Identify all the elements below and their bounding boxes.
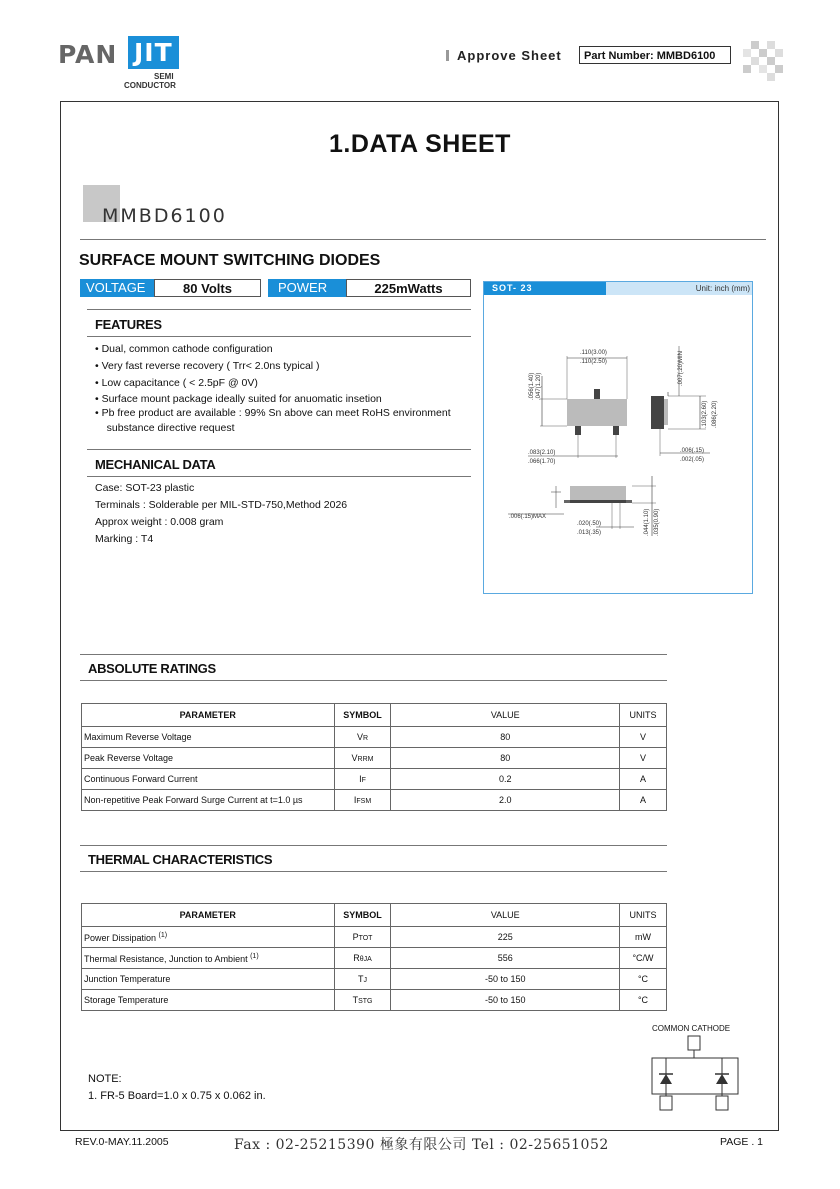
- cell-unit: mW: [620, 927, 667, 948]
- logo-pan: PAN: [58, 40, 118, 69]
- feature-item: • Pb free product are available : 99% Sn above can meet RoHS environment: [95, 407, 451, 419]
- contact-line: Fax : 02-25215390 極象有限公司 Tel : 02-25651052: [234, 1137, 609, 1153]
- mechanical-bottom-rule: [87, 476, 471, 477]
- pin-bottom-right: [613, 426, 619, 435]
- cell-symbol: VRRM: [334, 748, 391, 769]
- absolute-ratings-table: [81, 703, 667, 811]
- logo-semi: SEMI: [154, 72, 174, 81]
- package-unit: Unit: inch (mm): [695, 284, 750, 293]
- mechanical-top-rule: [87, 449, 471, 450]
- dim-front-b1: .020(.50): [577, 521, 602, 527]
- col-parameter: PARAMETER: [82, 904, 335, 927]
- dim-side-top: .007(.20)MIN: [678, 350, 684, 386]
- cell-parameter: Storage Temperature: [82, 990, 335, 1011]
- features-heading: FEATURES: [95, 317, 162, 332]
- mechanical-item: Marking : T4: [95, 533, 154, 545]
- voltage-label: VOLTAGE: [80, 279, 154, 297]
- table-row: [82, 990, 667, 1011]
- dim-front-b2: .013(.35): [577, 530, 602, 536]
- table-row: [82, 790, 667, 811]
- cell-value: 80: [391, 727, 620, 748]
- col-units: UNITS: [620, 904, 667, 927]
- col-symbol: SYMBOL: [334, 904, 391, 927]
- cell-value: 80: [391, 748, 620, 769]
- dim-side-b1: .006(.15): [680, 448, 705, 454]
- mechanical-item: Approx weight : 0.008 gram: [95, 516, 224, 528]
- cell-symbol: PTOT: [334, 927, 391, 948]
- feature-item: substance directive request: [95, 422, 235, 434]
- dim-bot-w1: .083(2.10): [528, 450, 556, 456]
- dim-left-h2: .047(1.20): [536, 372, 542, 400]
- cell-symbol: IFSM: [334, 790, 391, 811]
- approve-sheet-label: Approve Sheet: [446, 48, 562, 63]
- circuit-label: COMMON CATHODE: [652, 1024, 731, 1033]
- decorative-squares-icon: [743, 41, 783, 81]
- cell-value: 0.2: [391, 769, 620, 790]
- table-row: [82, 969, 667, 990]
- dim-front-r1: .044(1.10): [644, 508, 650, 536]
- mechanical-item: Case: SOT-23 plastic: [95, 482, 195, 494]
- note-title: NOTE:: [88, 1073, 122, 1085]
- cell-symbol: IF: [334, 769, 391, 790]
- common-cathode-diode-icon: [640, 1034, 750, 1116]
- cell-value: 2.0: [391, 790, 620, 811]
- cell-parameter: Junction Temperature: [82, 969, 335, 990]
- table-header-row: [82, 704, 667, 727]
- dim-top-w1: .110(3.00): [580, 350, 607, 356]
- part-number-box: Part Number: MMBD6100: [579, 46, 731, 64]
- features-bottom-rule: [87, 336, 471, 337]
- cell-unit: V: [620, 727, 667, 748]
- cell-unit: V: [620, 748, 667, 769]
- thermal-table: [81, 903, 667, 1011]
- logo-jit: JIT: [128, 36, 179, 69]
- cell-unit: °C/W: [620, 948, 667, 969]
- col-value: VALUE: [391, 904, 620, 927]
- thermal-heading: THERMAL CHARACTERISTICS: [88, 852, 273, 867]
- dim-side-h2: .086(2.20): [712, 400, 718, 428]
- revision-date: REV.0-MAY.11.2005: [75, 1136, 169, 1148]
- cell-unit: °C: [620, 990, 667, 1011]
- package-label: SOT- 23: [484, 282, 606, 295]
- feature-item: • Surface mount package ideally suited for anuomatic insetion: [95, 393, 382, 405]
- panjit-logo: [58, 40, 188, 90]
- cell-symbol: TSTG: [334, 990, 391, 1011]
- cell-parameter: Power Dissipation $^{(1)}$: [82, 927, 335, 948]
- table-row: [82, 948, 667, 969]
- package-body-top-view: [567, 399, 627, 426]
- pin-bottom-left: [575, 426, 581, 435]
- absolute-heading: ABSOLUTE RATINGS: [88, 661, 216, 676]
- absolute-top-rule: [80, 654, 667, 655]
- package-body-front-view: [570, 486, 626, 500]
- dim-side-b2: .002(.05): [680, 457, 705, 463]
- col-symbol: SYMBOL: [334, 704, 391, 727]
- features-top-rule: [87, 309, 471, 310]
- cell-unit: A: [620, 790, 667, 811]
- feature-item: • Very fast reverse recovery ( Trr< 2.0ns typical ): [95, 360, 320, 372]
- cell-parameter: Thermal Resistance, Junction to Ambient $^{(1)}$: [82, 948, 335, 969]
- cell-symbol: VR: [334, 727, 391, 748]
- thermal-bottom-rule: [80, 871, 667, 872]
- dim-front-left: .006(.15)MAX: [509, 514, 547, 520]
- cell-parameter: Peak Reverse Voltage: [82, 748, 335, 769]
- package-outline-drawing: [484, 296, 752, 592]
- feature-item: • Low capacitance ( < 2.5pF @ 0V): [95, 377, 258, 389]
- col-value: VALUE: [391, 704, 620, 727]
- cell-unit: A: [620, 769, 667, 790]
- package-body-side-view: [651, 396, 664, 429]
- divider: [80, 239, 766, 240]
- cell-parameter: Non-repetitive Peak Forward Surge Current at t=1.0 µs: [82, 790, 335, 811]
- cell-value: 556: [391, 948, 620, 969]
- thermal-top-rule: [80, 845, 667, 846]
- mechanical-item: Terminals : Solderable per MIL-STD-750,Method 2026: [95, 499, 348, 511]
- col-parameter: PARAMETER: [82, 704, 335, 727]
- pin-top: [594, 389, 600, 399]
- cell-parameter: Maximum Reverse Voltage: [82, 727, 335, 748]
- feature-item: • Dual, common cathode configuration: [95, 343, 273, 355]
- dim-bot-w2: .066(1.70): [528, 459, 556, 465]
- dim-side-h1: .103(2.60): [702, 400, 708, 428]
- table-row: [82, 748, 667, 769]
- dim-front-r2: .035(0.90): [654, 508, 660, 536]
- cell-value: -50 to 150: [391, 990, 620, 1011]
- cell-value: 225: [391, 927, 620, 948]
- page-title: 1.DATA SHEET: [329, 130, 511, 158]
- mechanical-heading: MECHANICAL DATA: [95, 457, 216, 472]
- product-subtitle: SURFACE MOUNT SWITCHING DIODES: [79, 252, 381, 269]
- power-value: 225mWatts: [346, 279, 471, 297]
- power-label: POWER: [268, 279, 346, 297]
- dim-top-w2: .110(2.50): [580, 359, 607, 365]
- absolute-bottom-rule: [80, 680, 667, 681]
- cell-symbol: RθJA: [334, 948, 391, 969]
- col-units: UNITS: [620, 704, 667, 727]
- table-row: [82, 769, 667, 790]
- table-row: [82, 727, 667, 748]
- cell-symbol: TJ: [334, 969, 391, 990]
- dim-left-h1: .056(1.40): [529, 372, 535, 400]
- part-name: MMBD6100: [102, 205, 227, 227]
- table-header-row: [82, 904, 667, 927]
- cell-unit: °C: [620, 969, 667, 990]
- table-row: [82, 927, 667, 948]
- logo-conductor: CONDUCTOR: [124, 81, 176, 90]
- cell-value: -50 to 150: [391, 969, 620, 990]
- cell-parameter: Continuous Forward Current: [82, 769, 335, 790]
- note-text: 1. FR-5 Board=1.0 x 0.75 x 0.062 in.: [88, 1090, 266, 1102]
- voltage-value: 80 Volts: [154, 279, 261, 297]
- page-number: PAGE . 1: [720, 1136, 763, 1148]
